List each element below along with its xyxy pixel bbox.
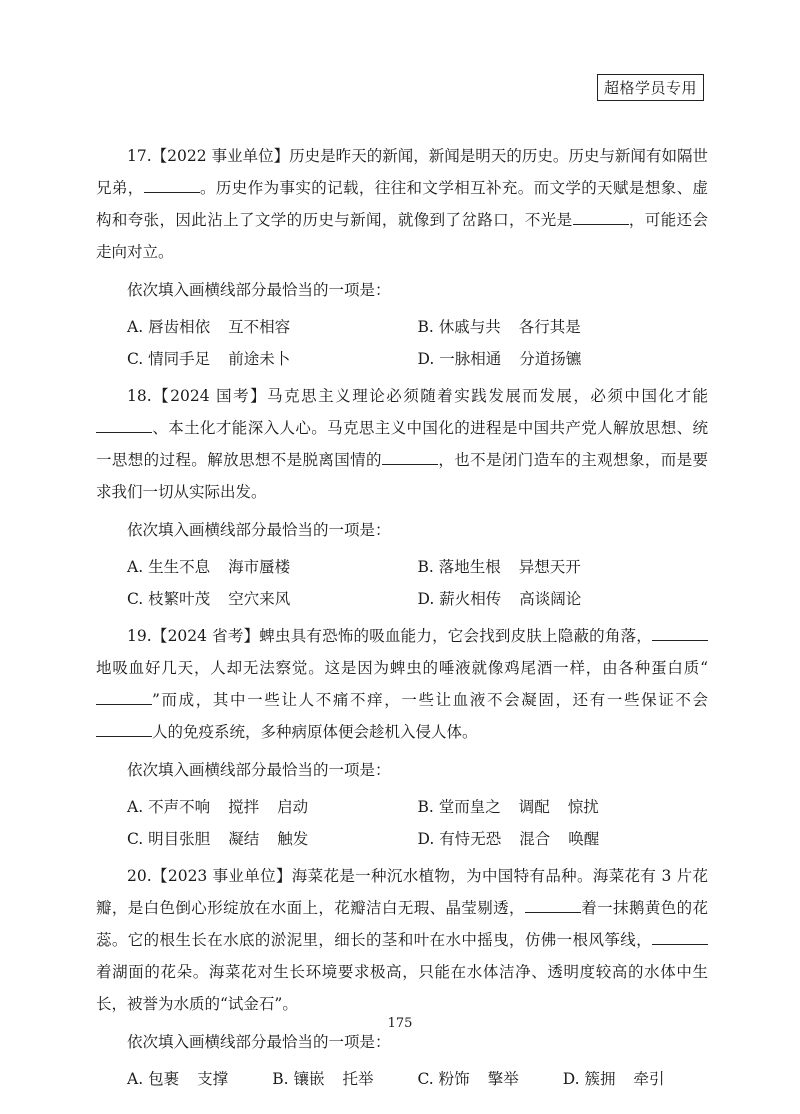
option-d[interactable]: D. 一脉相通 分道扬镳 [417,350,582,368]
question-17 [96,140,708,374]
stem-text: 、本土化才能深入人心。马克思主义中国化的进程是中国共产党人解放思想、统一思想的过程。解放思想不是脱离国情的 [96,419,708,469]
fill-blank [652,625,708,641]
question-source: 【2023 事业单位】 [151,867,292,885]
question-source: 【2024 省考】 [151,627,260,645]
stem-text: 人的免疫系统，多种病原体便会趁机入侵人体。 [152,723,478,741]
fill-blank [382,449,438,465]
question-prompt: 依次填入画横线部分最恰当的一项是： [127,281,391,299]
stem-text: ，也不是闭门造车的主观想象，而是要求我们一切从实际出发。 [96,451,708,501]
option-row [96,310,708,342]
option-row [96,342,708,374]
option-b[interactable]: B. 镶嵌 托举 [272,1070,374,1088]
question-stem [96,860,708,1020]
fill-blank [96,417,152,433]
question-source: 【2024 国考】 [151,387,268,405]
option-a[interactable]: A. 生生不息 海市蜃楼 [127,558,291,576]
stem-text: 海菜花是一种沉水植物，为中国特有品种。海菜花有 3 片花瓣，是白色倒心形绽放在水面上，花瓣洁白无瑕、晶莹剔透， [96,867,708,917]
option-c[interactable]: C. 粉饰 擎举 [417,1070,519,1088]
fill-blank [144,177,200,193]
option-c[interactable]: C. 明目张胆 凝结 触发 [127,830,309,848]
question-prompt: 依次填入画横线部分最恰当的一项是： [127,521,391,539]
page-number: 175 [387,1016,413,1031]
stem-text: ，可能还会走向对立。 [96,211,708,261]
option-c[interactable]: C. 情同手足 前途未卜 [127,350,291,368]
option-row [96,550,708,582]
question-number: 20. [127,867,152,885]
fill-blank [525,897,581,913]
question-number: 19. [127,627,152,645]
fill-blank [96,721,152,737]
option-a[interactable]: A. 唇齿相依 互不相容 [127,318,291,336]
option-c[interactable]: C. 枝繁叶茂 空穴来风 [127,590,291,608]
question-source: 【2022 事业单位】 [151,147,290,165]
option-d[interactable]: D. 有恃无恐 混合 唤醒 [417,830,600,848]
question-stem [96,620,708,748]
option-row [96,582,708,614]
option-row [96,822,708,854]
question-number: 18. [127,387,152,405]
stem-text: ”而成，其中一些让人不痛不痒，一些让血液不会凝固，还有一些保证不会 [152,691,708,709]
question-20 [96,860,708,1094]
option-row [96,1062,708,1094]
stem-text: 地吸血好几天，人却无法察觉。这是因为蜱虫的唾液就像鸡尾酒一样，由各种蛋白质“ [96,659,708,677]
question-prompt: 依次填入画横线部分最恰当的一项是： [127,761,391,779]
question-number: 17. [127,147,152,165]
exclusive-badge: 超格学员专用 [597,74,704,101]
question-18 [96,380,708,614]
stem-text: 蜱虫具有恐怖的吸血能力，它会找到皮肤上隐蔽的角落， [259,627,652,645]
question-list [96,140,708,1100]
question-stem [96,380,708,508]
option-a[interactable]: A. 不声不响 搅拌 启动 [127,798,309,816]
option-list [96,310,708,374]
option-b[interactable]: B. 休戚与共 各行其是 [417,318,581,336]
stem-text: 马克思主义理论必须随着实践发展而发展，必须中国化才能 [267,387,708,405]
fill-blank [652,929,708,945]
fill-blank [573,209,629,225]
stem-text: 。历史作为事实的记载，往往和文学相互补充。而文学的天赋是想象、虚构和夸张，因此沾上了文学的历史与新闻，就像到了岔路口，不光是 [96,179,708,229]
option-d[interactable]: D. 薪火相传 高谈阔论 [417,590,582,608]
question-prompt: 依次填入画横线部分最恰当的一项是： [127,1033,391,1051]
question-stem [96,140,708,268]
option-d[interactable]: D. 簇拥 牵引 [562,1070,665,1088]
question-19 [96,620,708,854]
option-a[interactable]: A. 包裹 支撑 [127,1070,229,1088]
option-list [96,550,708,614]
stem-text: 着一抹鹅黄色的花蕊。它的根生长在水底的淤泥里，细长的茎和叶在水中摇曳，仿佛一根风筝线， [96,899,708,949]
option-list [96,1062,708,1094]
option-b[interactable]: B. 落地生根 异想天开 [417,558,581,576]
stem-text: 历史是昨天的新闻，新闻是明天的历史。历史与新闻有如隔世兄弟， [96,147,708,197]
option-list [96,790,708,854]
option-b[interactable]: B. 堂而皇之 调配 惊扰 [417,798,599,816]
fill-blank [96,689,152,705]
option-row [96,790,708,822]
stem-text: 着湖面的花朵。海菜花对生长环境要求极高，只能在水体洁净、透明度较高的水体中生长，被誉为水质的“试金石”。 [96,963,708,1013]
